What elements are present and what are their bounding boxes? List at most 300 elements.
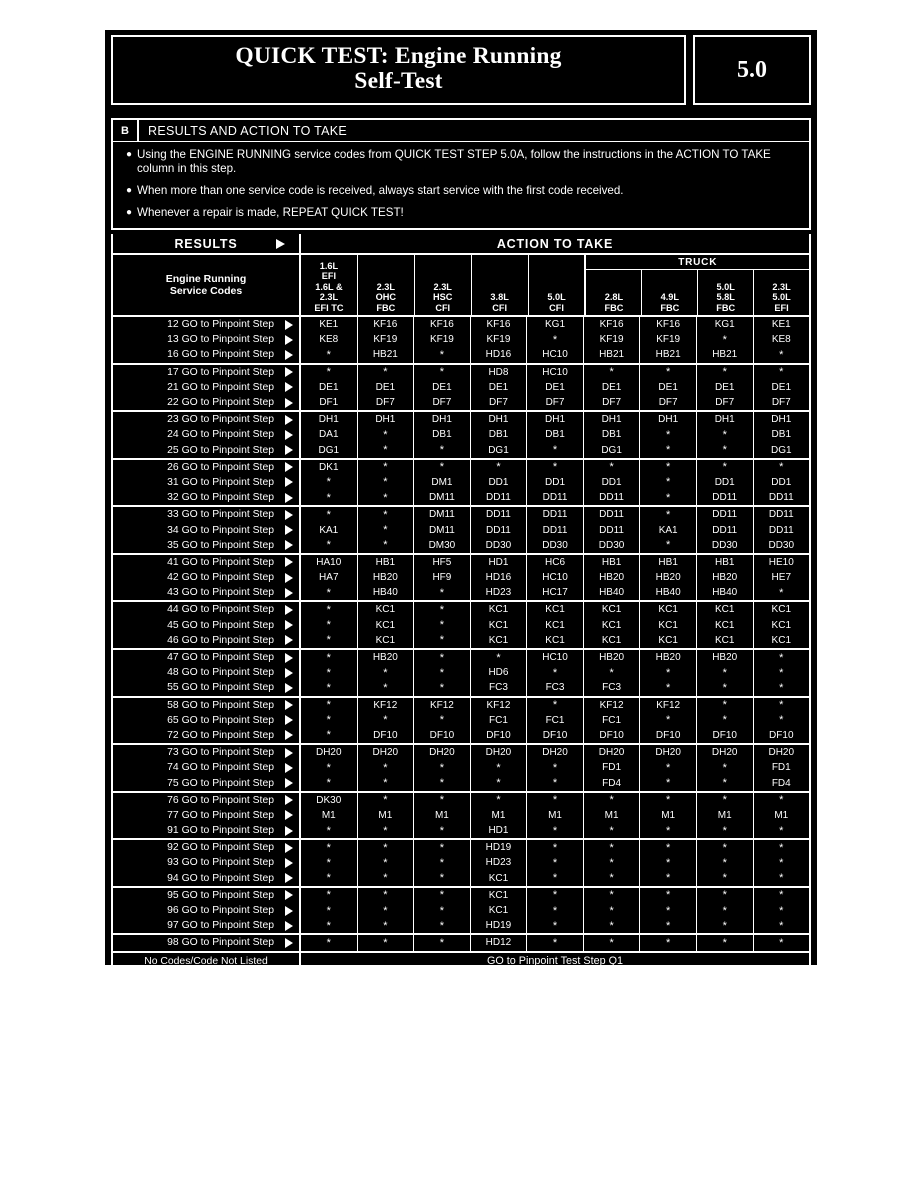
engine-column-header-line: 1.6L — [319, 260, 339, 271]
action-code-cell: * — [471, 760, 528, 775]
arrow-right-icon — [285, 462, 293, 472]
truck-group-label: TRUCK — [585, 255, 809, 270]
action-code-cell: KC1 — [584, 602, 641, 617]
engine-column-header-line: 5.0L — [547, 292, 566, 303]
action-code-cell: * — [779, 461, 784, 474]
action-code-cell: HD23 — [471, 585, 528, 600]
action-code-cell: KC1 — [771, 604, 791, 616]
action-code-cell: DF10 — [358, 728, 415, 743]
action-code-cell: * — [640, 823, 697, 838]
arrow-right-icon — [276, 239, 285, 249]
table-row — [113, 555, 809, 570]
service-code-label: 33 GO to Pinpoint Step — [167, 509, 274, 521]
table-row — [113, 365, 809, 380]
action-code-cell: * — [301, 618, 358, 633]
table-top-header — [113, 234, 809, 255]
action-code-cell: DH20 — [584, 745, 641, 760]
action-cells — [301, 775, 809, 790]
service-code-label-cell — [113, 918, 301, 933]
service-code-label: 48 GO to Pinpoint Step — [167, 667, 274, 679]
action-code-cell: KC1 — [358, 618, 415, 633]
action-code-cell: DD11 — [527, 490, 584, 505]
engine-column-header-line: FBC — [660, 302, 680, 313]
action-code-cell: KC1 — [527, 602, 584, 617]
instruction-text: When more than one service code is received, always start service with the first code received. — [137, 184, 624, 197]
table-row — [113, 460, 809, 475]
engine-column-header — [358, 255, 415, 315]
arrow-right-icon — [285, 715, 293, 725]
action-code-cell: * — [779, 348, 784, 361]
action-cells — [301, 618, 809, 633]
action-code-cell: * — [640, 918, 697, 933]
action-cells — [301, 665, 809, 680]
action-code-cell: DG1 — [771, 444, 792, 456]
action-code-cell: DD11 — [768, 524, 794, 536]
action-cells — [301, 793, 809, 808]
action-code-cell: HA10 — [301, 555, 358, 570]
action-code-cell: DH20 — [640, 745, 697, 760]
service-code-label-cell — [113, 840, 301, 855]
action-code-cell: DH20 — [301, 745, 358, 760]
service-code-label-cell — [113, 823, 301, 838]
action-code-cell: DM11 — [414, 522, 471, 537]
action-code-cell: DD11 — [584, 522, 641, 537]
action-code-cell: KC1 — [471, 602, 528, 617]
action-code-cell: * — [697, 332, 754, 347]
action-code-cell: * — [697, 918, 754, 933]
action-cells — [301, 490, 809, 505]
action-code-cell: * — [697, 713, 754, 728]
engine-column-header-line: CFI — [435, 302, 451, 313]
action-code-cell: * — [779, 904, 784, 917]
action-code-cell: DF10 — [769, 729, 794, 741]
arrow-right-icon — [285, 906, 293, 916]
arrow-right-icon — [285, 430, 293, 440]
action-code-cell: HC10 — [527, 365, 584, 380]
action-code-cell: * — [301, 665, 358, 680]
action-code-cell: KF12 — [358, 698, 415, 713]
action-code-cell: KA1 — [301, 522, 358, 537]
action-code-cell: * — [301, 823, 358, 838]
action-code-cell: DF7 — [358, 395, 415, 410]
arrow-right-icon — [285, 795, 293, 805]
action-code-cell: HA7 — [301, 570, 358, 585]
table-row — [113, 665, 809, 680]
action-code-cell: * — [779, 794, 784, 807]
action-code-cell: DF7 — [527, 395, 584, 410]
action-cells — [301, 443, 809, 458]
engine-column-headers — [301, 255, 809, 315]
engine-column-header-line: HSC — [433, 292, 453, 303]
service-code-label-cell — [113, 538, 301, 553]
action-code-cell: * — [414, 443, 471, 458]
action-code-cell: HD12 — [471, 935, 528, 950]
service-code-label-cell — [113, 412, 301, 427]
action-code-cell: DD11 — [471, 490, 528, 505]
service-code-label-cell — [113, 665, 301, 680]
action-code-cell: * — [640, 871, 697, 886]
action-code-cell: KG1 — [527, 317, 584, 332]
engine-column-header-line: 2.3L — [319, 292, 339, 303]
action-code-cell: HD1 — [471, 555, 528, 570]
action-cells — [301, 538, 809, 553]
section-instructions — [111, 141, 811, 230]
results-column-header — [113, 234, 301, 253]
service-code-label: 65 GO to Pinpoint Step — [167, 714, 274, 726]
table-row — [113, 395, 809, 410]
engine-column-header-line: FBC — [376, 302, 396, 313]
action-code-cell: * — [584, 840, 641, 855]
action-code-cell: KF12 — [471, 698, 528, 713]
action-code-cell: FC3 — [471, 680, 528, 695]
action-code-cell: * — [697, 665, 754, 680]
table-row — [113, 760, 809, 775]
action-code-cell: DD11 — [471, 507, 528, 522]
action-code-cell: DD11 — [527, 522, 584, 537]
service-code-label-cell — [113, 808, 301, 823]
action-code-cell: * — [527, 443, 584, 458]
action-cells — [301, 633, 809, 648]
action-code-cell: * — [779, 824, 784, 837]
action-code-cell: * — [779, 841, 784, 854]
action-code-cell: * — [358, 680, 415, 695]
table-row-group — [113, 745, 809, 793]
service-code-label: 97 GO to Pinpoint Step — [167, 920, 274, 932]
action-code-cell: * — [584, 823, 641, 838]
action-code-cell: DD1 — [771, 476, 792, 488]
instruction-bullet — [123, 206, 799, 220]
service-code-label: 76 GO to Pinpoint Step — [167, 794, 274, 806]
service-code-label: 73 GO to Pinpoint Step — [167, 747, 274, 759]
action-code-cell: * — [640, 888, 697, 903]
action-code-cell: FD1 — [584, 760, 641, 775]
bullet-dot-icon: ● — [126, 185, 133, 196]
service-code-label-cell — [113, 522, 301, 537]
action-code-cell: DD1 — [527, 475, 584, 490]
action-code-cell: * — [301, 585, 358, 600]
action-code-cell: HB20 — [358, 650, 415, 665]
action-code-cell: DF10 — [640, 728, 697, 743]
action-code-cell: DM11 — [414, 490, 471, 505]
action-code-cell: * — [640, 490, 697, 505]
table-row-group — [113, 793, 809, 841]
service-code-label: 47 GO to Pinpoint Step — [167, 652, 274, 664]
action-code-cell: DF7 — [414, 395, 471, 410]
table-row — [113, 793, 809, 808]
arrow-right-icon — [285, 367, 293, 377]
action-code-cell: DD11 — [584, 490, 641, 505]
action-code-cell: * — [358, 522, 415, 537]
truck-columns — [585, 270, 809, 315]
engine-column-header-line: 3.8L — [490, 292, 509, 303]
action-code-cell: * — [779, 936, 784, 949]
action-code-cell: FD4 — [771, 777, 791, 789]
action-code-cell: * — [358, 823, 415, 838]
step-number-text: 5.0 — [737, 56, 767, 83]
action-code-cell: * — [414, 840, 471, 855]
action-code-cell: * — [414, 823, 471, 838]
action-code-cell: * — [358, 918, 415, 933]
arrow-right-icon — [285, 350, 293, 360]
action-code-cell: KF19 — [584, 332, 641, 347]
action-code-cell: HD16 — [471, 570, 528, 585]
service-code-label-cell — [113, 698, 301, 713]
service-code-label: 32 GO to Pinpoint Step — [167, 492, 274, 504]
action-code-cell: HB21 — [584, 347, 641, 362]
action-code-cell: * — [414, 871, 471, 886]
action-code-cell: KC1 — [358, 633, 415, 648]
action-code-cell: HB21 — [697, 347, 754, 362]
table-row — [113, 475, 809, 490]
action-code-cell: HD19 — [471, 840, 528, 855]
engine-column-header-line: 1.6L & — [315, 281, 343, 292]
action-code-cell: * — [414, 918, 471, 933]
service-code-label: 75 GO to Pinpoint Step — [167, 777, 274, 789]
instruction-bullet — [123, 148, 799, 176]
action-code-cell: DH20 — [471, 745, 528, 760]
service-code-label-cell — [113, 570, 301, 585]
action-code-cell: KE8 — [301, 332, 358, 347]
table-row-group — [113, 602, 809, 650]
action-code-cell: * — [358, 507, 415, 522]
action-code-cell: DH1 — [414, 412, 471, 427]
instruction-text: Whenever a repair is made, REPEAT QUICK TEST! — [137, 206, 404, 219]
action-code-cell: * — [527, 698, 584, 713]
table-row-group — [113, 365, 809, 413]
service-code-label: 42 GO to Pinpoint Step — [167, 572, 274, 584]
engine-column-header — [472, 255, 529, 315]
action-code-cell: * — [584, 871, 641, 886]
action-cells — [301, 935, 809, 950]
action-code-cell: * — [301, 650, 358, 665]
footer-action: GO to Pinpoint Test Step Q1 — [486, 955, 624, 967]
action-code-cell: KC1 — [771, 619, 791, 631]
service-code-label-cell — [113, 935, 301, 950]
service-code-label: 43 GO to Pinpoint Step — [167, 587, 274, 599]
action-code-cell: DD11 — [697, 507, 754, 522]
action-code-cell: * — [358, 775, 415, 790]
action-code-cell: KF19 — [640, 332, 697, 347]
service-code-label-cell — [113, 760, 301, 775]
action-code-cell: HB20 — [697, 570, 754, 585]
action-code-cell: KF16 — [471, 317, 528, 332]
action-code-cell: * — [584, 935, 641, 950]
table-row-group — [113, 460, 809, 508]
arrow-right-icon — [285, 778, 293, 788]
action-code-cell: DE1 — [697, 380, 754, 395]
action-code-cell: DF7 — [584, 395, 641, 410]
action-code-cell: DD1 — [471, 475, 528, 490]
action-code-cell: * — [584, 918, 641, 933]
service-code-label-cell — [113, 317, 301, 332]
table-row-group — [113, 507, 809, 555]
action-cells — [301, 475, 809, 490]
action-code-cell: DD30 — [527, 538, 584, 553]
arrow-right-icon — [285, 873, 293, 883]
engine-column-header — [586, 270, 642, 315]
table-row-group — [113, 412, 809, 460]
action-code-cell: * — [527, 935, 584, 950]
action-code-cell: * — [301, 728, 358, 743]
action-code-cell: * — [640, 775, 697, 790]
action-code-cell: DH1 — [584, 412, 641, 427]
action-code-cell: * — [414, 760, 471, 775]
action-cells — [301, 888, 809, 903]
table-row — [113, 808, 809, 823]
action-code-cell: DA1 — [301, 427, 358, 442]
action-code-cell: * — [414, 633, 471, 648]
arrow-right-icon — [285, 557, 293, 567]
table-row — [113, 823, 809, 838]
action-code-cell: FC3 — [584, 680, 641, 695]
service-code-label: 55 GO to Pinpoint Step — [167, 682, 274, 694]
action-code-cell: DH20 — [768, 747, 795, 759]
action-cells — [301, 903, 809, 918]
service-code-label: 41 GO to Pinpoint Step — [167, 556, 274, 568]
engine-column-header-line: OHC — [375, 292, 397, 303]
action-code-cell: KC1 — [584, 633, 641, 648]
action-code-cell: HB40 — [640, 585, 697, 600]
service-code-label-cell — [113, 332, 301, 347]
action-code-cell: DH1 — [358, 412, 415, 427]
table-body — [113, 317, 809, 953]
service-code-label-cell — [113, 775, 301, 790]
service-code-label-cell — [113, 728, 301, 743]
action-code-cell: * — [640, 935, 697, 950]
action-cells — [301, 871, 809, 886]
action-code-cell: KC1 — [697, 618, 754, 633]
table-row — [113, 332, 809, 347]
action-code-cell: KC1 — [640, 618, 697, 633]
action-code-cell: * — [697, 903, 754, 918]
action-code-cell: KF16 — [414, 317, 471, 332]
action-code-cell: * — [358, 760, 415, 775]
action-code-cell: * — [527, 793, 584, 808]
action-code-cell: HB20 — [640, 650, 697, 665]
action-code-cell: * — [301, 713, 358, 728]
action-code-cell: * — [640, 365, 697, 380]
action-code-cell: * — [358, 840, 415, 855]
engine-column-header — [301, 255, 358, 315]
action-code-cell: * — [779, 681, 784, 694]
action-code-cell: * — [358, 490, 415, 505]
action-cells — [301, 680, 809, 695]
action-code-cell: HE10 — [768, 556, 794, 568]
arrow-right-icon — [285, 525, 293, 535]
action-code-cell: DE1 — [640, 380, 697, 395]
action-code-cell: * — [697, 935, 754, 950]
action-code-cell: HB20 — [584, 650, 641, 665]
action-code-cell: * — [697, 427, 754, 442]
service-code-label-cell — [113, 745, 301, 760]
action-code-cell: DB1 — [527, 427, 584, 442]
action-code-cell: DH20 — [358, 745, 415, 760]
action-code-cell: DF10 — [527, 728, 584, 743]
service-code-label: 44 GO to Pinpoint Step — [167, 604, 274, 616]
action-code-cell: KC1 — [640, 602, 697, 617]
engine-column-header-line: 2.3L — [772, 281, 791, 292]
action-code-cell: * — [584, 888, 641, 903]
action-code-cell: * — [527, 855, 584, 870]
action-code-cell: DD1 — [697, 475, 754, 490]
action-code-cell: DD1 — [584, 475, 641, 490]
action-cells — [301, 317, 809, 332]
action-code-cell: KC1 — [471, 888, 528, 903]
service-code-label: 13 GO to Pinpoint Step — [167, 334, 274, 346]
action-code-cell: DH20 — [527, 745, 584, 760]
engine-column-header-line: 4.9L — [660, 292, 679, 303]
table-row — [113, 918, 809, 933]
engine-column-header — [698, 270, 754, 315]
action-code-cell: M1 — [697, 808, 754, 823]
action-code-cell: * — [697, 793, 754, 808]
action-code-cell: * — [527, 840, 584, 855]
section-header — [111, 118, 811, 141]
action-code-cell: KC1 — [471, 618, 528, 633]
action-code-cell: DG1 — [584, 443, 641, 458]
action-code-cell: * — [779, 714, 784, 727]
service-code-label-cell — [113, 490, 301, 505]
service-code-label-cell — [113, 555, 301, 570]
service-code-label: 45 GO to Pinpoint Step — [167, 619, 274, 631]
service-code-label: 23 GO to Pinpoint Step — [167, 414, 274, 426]
action-code-cell: DH1 — [301, 412, 358, 427]
action-code-cell: * — [358, 935, 415, 950]
arrow-right-icon — [285, 810, 293, 820]
engine-column-header-line: 5.0L — [772, 292, 791, 303]
action-code-cell: * — [779, 889, 784, 902]
table-row — [113, 570, 809, 585]
action-code-cell: * — [358, 427, 415, 442]
footer-label: No Codes/Code Not Listed — [113, 953, 301, 970]
service-code-label: 77 GO to Pinpoint Step — [167, 809, 274, 821]
action-code-cell: DH1 — [471, 412, 528, 427]
table-row — [113, 380, 809, 395]
action-code-cell: * — [301, 935, 358, 950]
action-code-cell: * — [414, 602, 471, 617]
action-cells — [301, 823, 809, 838]
action-code-cell: DE1 — [358, 380, 415, 395]
service-code-label-cell — [113, 855, 301, 870]
action-code-cell: KF12 — [414, 698, 471, 713]
service-code-label-cell — [113, 365, 301, 380]
action-code-cell: DH20 — [414, 745, 471, 760]
action-code-cell: DH1 — [771, 414, 792, 426]
action-code-cell: DF10 — [584, 728, 641, 743]
action-cells — [301, 602, 809, 617]
action-code-cell: M1 — [640, 808, 697, 823]
action-cells — [301, 380, 809, 395]
action-code-cell: * — [301, 698, 358, 713]
action-code-cell: DD11 — [527, 507, 584, 522]
action-code-cell: KE1 — [301, 317, 358, 332]
action-code-cell: DF10 — [414, 728, 471, 743]
action-code-cell: * — [471, 793, 528, 808]
service-codes-header — [113, 255, 301, 315]
action-code-cell: HD1 — [471, 823, 528, 838]
action-code-cell: HC6 — [527, 555, 584, 570]
action-code-cell: * — [640, 793, 697, 808]
service-code-label-cell — [113, 585, 301, 600]
action-code-cell: DF7 — [640, 395, 697, 410]
action-code-cell: * — [640, 427, 697, 442]
action-code-cell: M1 — [584, 808, 641, 823]
arrow-right-icon — [285, 858, 293, 868]
action-code-cell: * — [301, 633, 358, 648]
service-code-label: 35 GO to Pinpoint Step — [167, 539, 274, 551]
service-code-label-cell — [113, 507, 301, 522]
table-row — [113, 728, 809, 743]
